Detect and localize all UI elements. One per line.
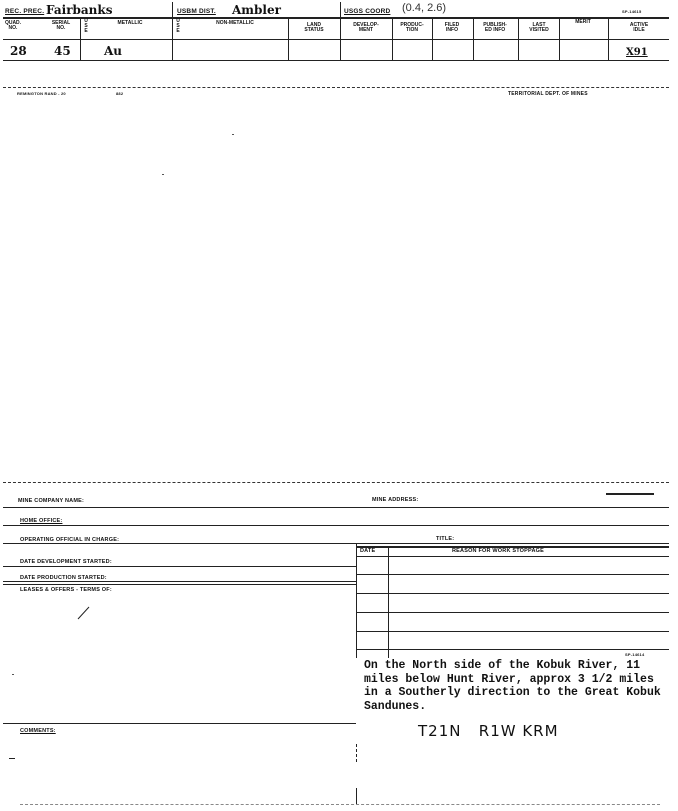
bottom-form-number: SP-14614 (625, 652, 645, 657)
bottom-edge (20, 804, 660, 805)
row-rule (3, 60, 669, 61)
rec-prec-value: Fairbanks (46, 3, 113, 17)
merit-header: MERIT (575, 19, 591, 25)
footer-left-code: 882 (116, 91, 124, 96)
operating-official-label: OPERATING OFFICIAL IN CHARGE: (20, 537, 120, 543)
non-metallic-header: NON-METALLIC (216, 20, 254, 26)
metallic-header: METALLIC (117, 20, 143, 26)
pen-mark (77, 606, 91, 620)
top-card-edge (3, 87, 669, 88)
published-info-header: PUBLISH- ED INFO (483, 22, 507, 33)
top-form-number: SP-14615 (622, 9, 642, 14)
filed-info-header: FILED INFO (444, 22, 460, 33)
production-header: PRODUC- TION (400, 22, 424, 33)
home-office-label: HOME OFFICE: (20, 518, 63, 524)
remarks-block (364, 659, 661, 713)
date-development-label: DATE DEVELOPMENT STARTED: (20, 559, 112, 565)
handwritten-location: T21N R1W KRM (418, 722, 559, 740)
speck (162, 174, 164, 175)
reason-column-header: REASON FOR WORK STOPPAGE (452, 548, 544, 554)
metallic-value: Au (104, 44, 123, 58)
mine-company-name-label: MINE COMPANY NAME: (18, 498, 85, 504)
top-rule (3, 17, 669, 19)
remark-line: in a Southerly direction to the Great Kobuk (364, 686, 661, 699)
last-visited-header: LAST VISITED (529, 22, 549, 33)
comments-label: COMMENTS: (20, 728, 56, 734)
serial-header: SERIAL NO. (51, 20, 71, 31)
speck (12, 674, 14, 675)
use-header-nonmetallic: U S E (176, 18, 180, 34)
rec-prec-label: REC. PREC. (5, 8, 45, 15)
bottom-card-edge (3, 482, 669, 483)
speck (232, 134, 234, 135)
header-rule (3, 39, 669, 40)
title-label: TITLE: (436, 536, 455, 542)
usbm-dist-value: Ambler (232, 3, 281, 17)
land-status-header: LAND STATUS (304, 22, 324, 33)
quad-value: 28 (10, 44, 27, 58)
date-column-header: DATE (360, 548, 376, 554)
remark-line: Sandunes. (364, 699, 427, 713)
remark-line: On the North side of the Kobuk River, 11 (364, 659, 641, 672)
leases-label: LEASES & OFFERS - TERMS OF: (20, 587, 112, 593)
use-header-metallic: U S E (84, 18, 88, 34)
usgs-coord-value: (0.4, 2.6) (402, 2, 447, 14)
footer-left: REMINGTON RAND - 20 (17, 91, 66, 96)
quad-header: QUAD. NO. (4, 20, 22, 31)
active-idle-header: ACTIVE IDLE (629, 22, 649, 33)
footer-right: TERRITORIAL DEPT. OF MINES (508, 91, 588, 97)
usbm-dist-label: USBM DIST. (177, 8, 216, 15)
serial-value: 45 (54, 44, 71, 58)
date-production-label: DATE PRODUCTION STARTED: (20, 575, 107, 581)
usgs-coord-label: USGS COORD (344, 8, 391, 15)
mine-address-label: MINE ADDRESS: (372, 497, 419, 503)
active-idle-value: X91 (626, 47, 648, 58)
remark-line: miles below Hunt River, approx 3 1/2 miles (364, 672, 654, 686)
development-header: DEVELOP- MENT (353, 22, 379, 33)
